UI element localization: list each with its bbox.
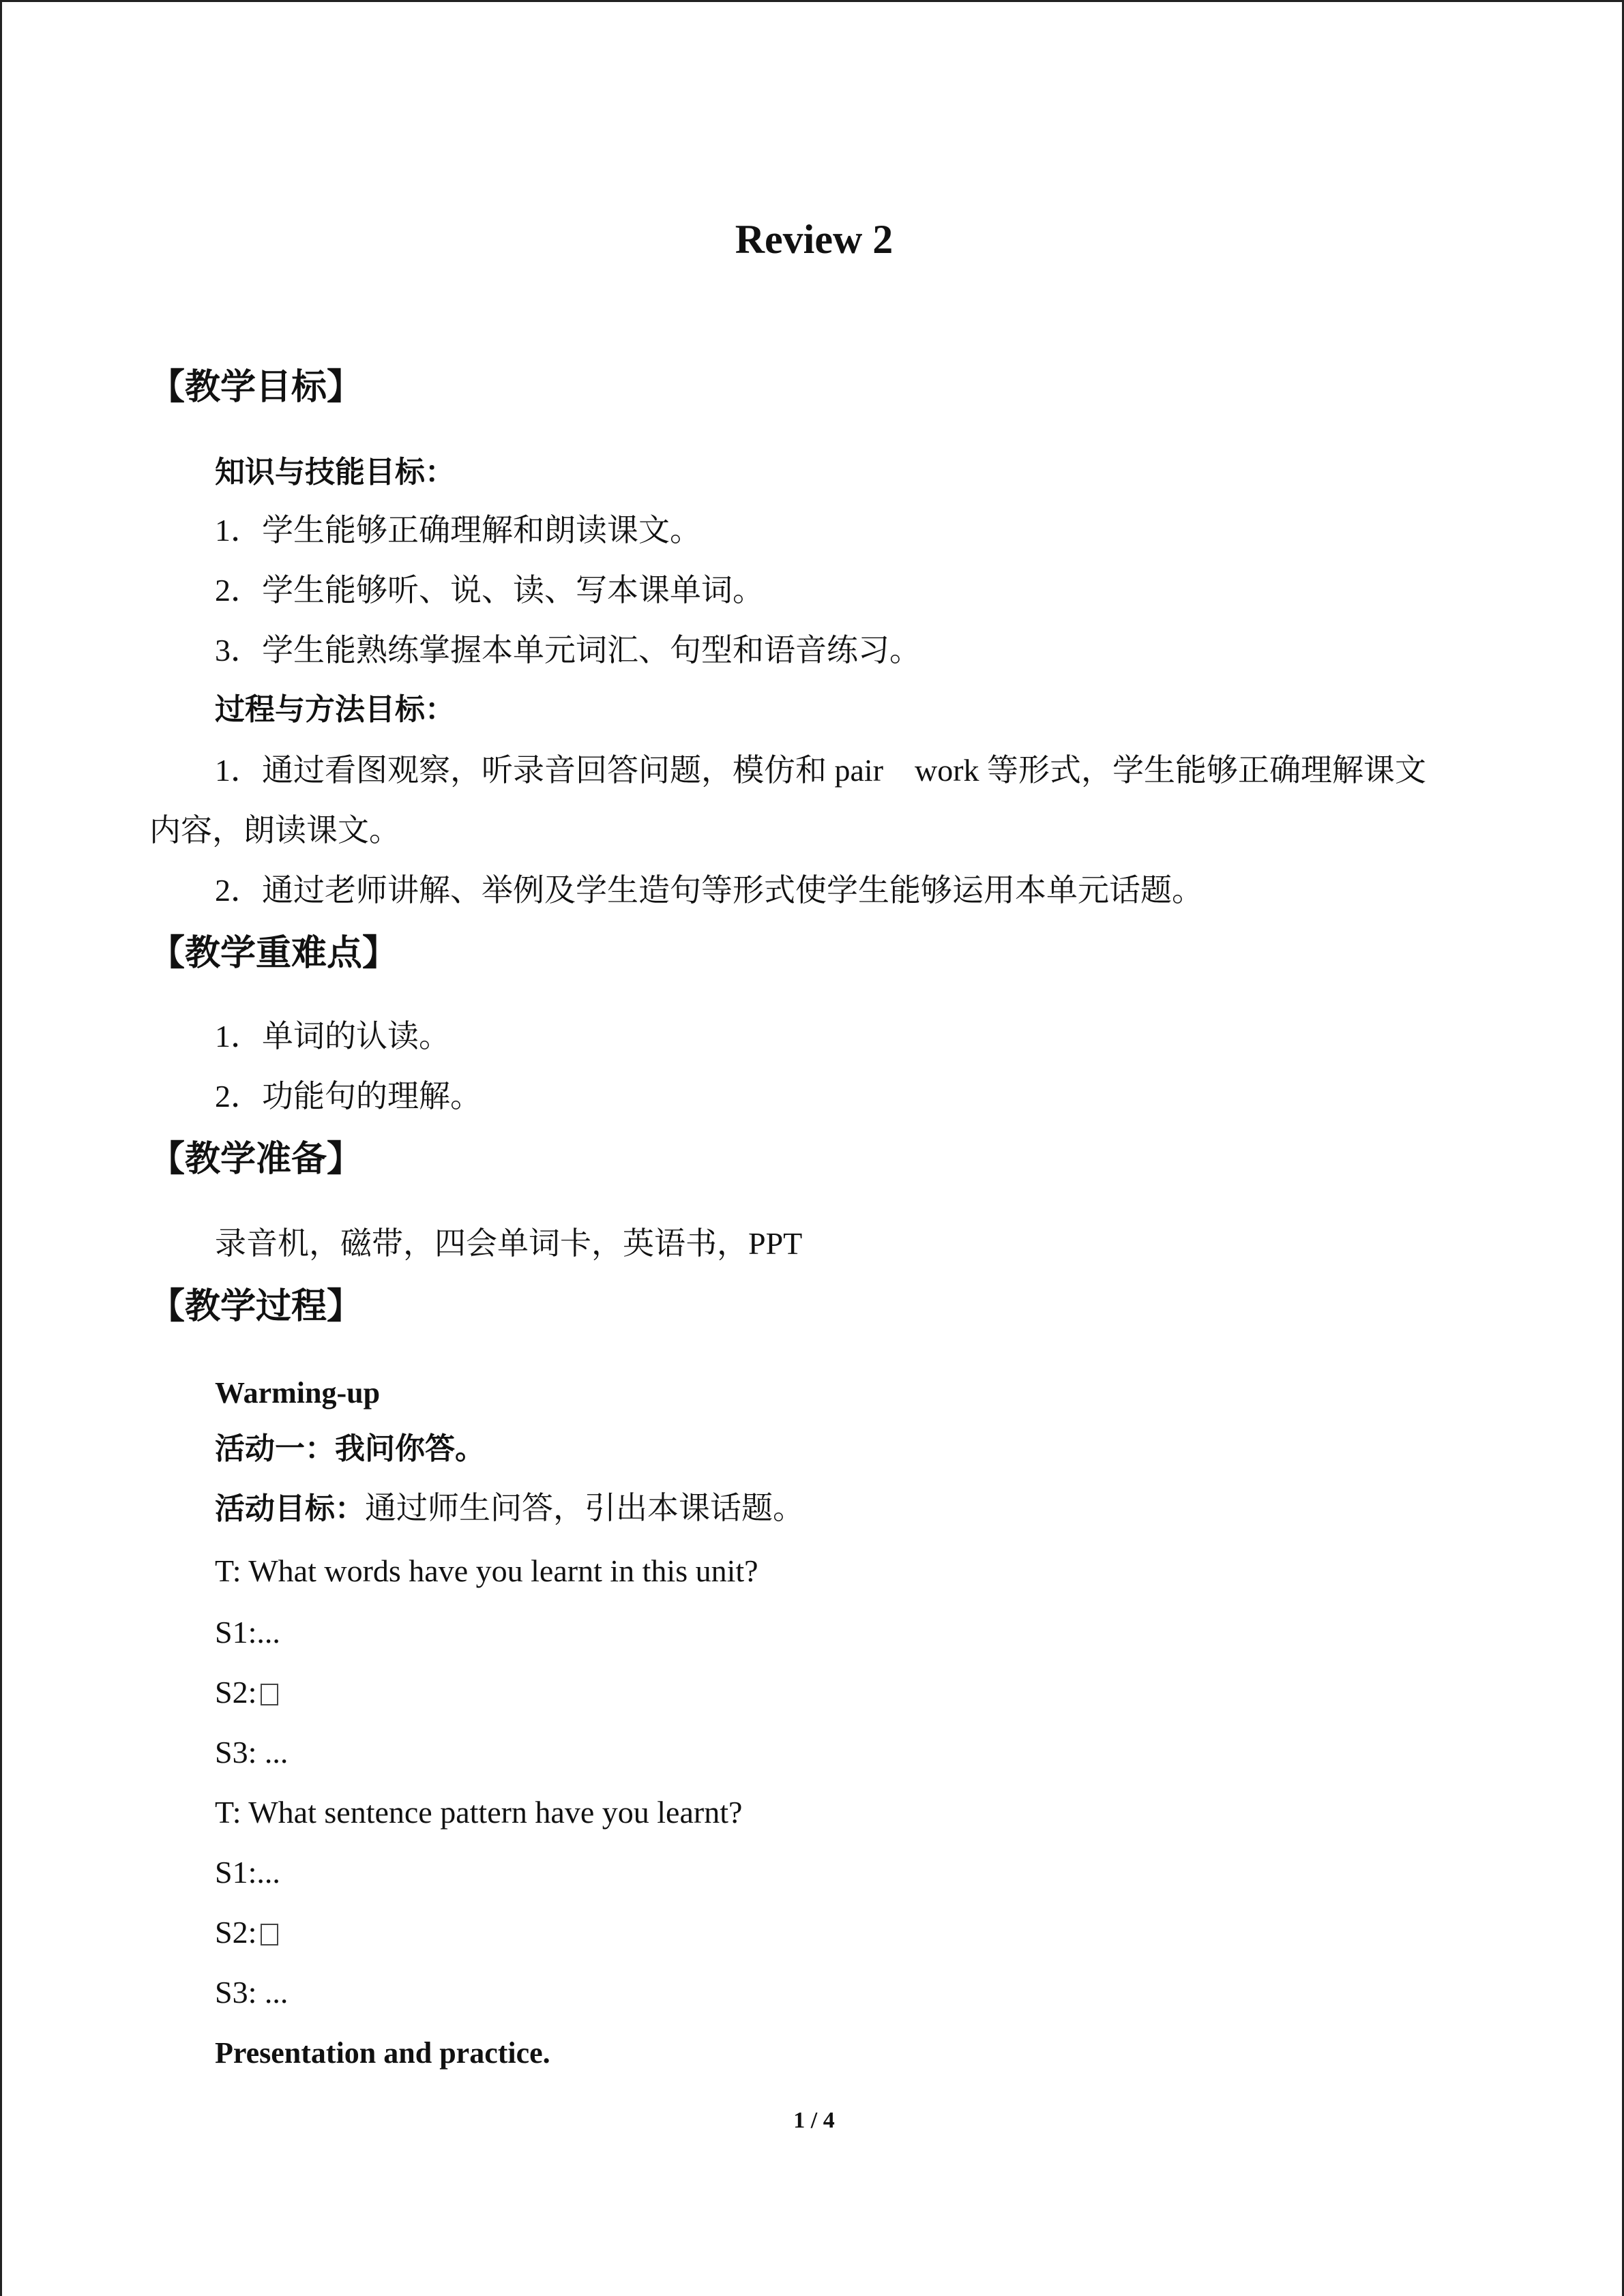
key-point-item: 2．功能句的理解。 <box>215 1079 482 1114</box>
page-number: 1 / 4 <box>793 2108 835 2133</box>
knowledge-skills-label: 知识与技能目标： <box>215 456 455 489</box>
knowledge-item: 1．学生能够正确理解和朗读课文。 <box>215 513 701 548</box>
activity-title: 活动一：我问你答。 <box>215 1432 485 1465</box>
dialogue-student-line <box>215 1917 278 1948</box>
presentation-label: Presentation and practice. <box>215 2036 550 2070</box>
process-method-label: 过程与方法目标： <box>215 693 455 726</box>
dialogue-student-line: S3: ... <box>215 1975 289 2010</box>
process-item: 1．通过看图观察，听录音回答问题，模仿和 pair work 等形式，学生能够正确理解课文 <box>215 753 1427 788</box>
section-heading-objectives: 【教学目标】 <box>149 368 363 407</box>
knowledge-item: 2．学生能够听、说、读、写本课单词。 <box>215 573 764 608</box>
preparation-text: 录音机，磁带，四会单词卡，英语书，PPT <box>215 1226 803 1261</box>
activity-goal-label: 活动目标： <box>215 1492 365 1525</box>
process-item: 2．通过老师讲解、举例及学生造句等形式使学生能够运用本单元话题。 <box>215 873 1203 908</box>
document-title: Review 2 <box>735 217 894 262</box>
warming-up-label: Warming-up <box>215 1376 381 1410</box>
dialogue-teacher-line: T: What sentence pattern have you learnt? <box>215 1795 743 1830</box>
dialogue-student-line <box>215 1677 278 1708</box>
key-point-item: 1．单词的认读。 <box>215 1019 450 1054</box>
section-heading-process: 【教学过程】 <box>149 1287 363 1326</box>
dialogue-student-label: S2: <box>215 1915 257 1950</box>
dialogue-student-label: S2: <box>215 1675 257 1710</box>
activity-goal <box>215 1493 804 1524</box>
dialogue-teacher-line: T: What words have you learnt in this unit? <box>215 1553 758 1588</box>
activity-goal-text: 通过师生问答，引出本课话题。 <box>365 1491 804 1525</box>
section-heading-preparation: 【教学准备】 <box>149 1140 363 1179</box>
missing-glyph-box <box>261 1684 278 1705</box>
missing-glyph-box <box>261 1924 278 1945</box>
section-heading-key-points: 【教学重难点】 <box>149 934 398 973</box>
process-item-continuation: 内容，朗读课文。 <box>149 813 400 848</box>
dialogue-student-line: S3: ... <box>215 1735 289 1770</box>
dialogue-student-line: S1:... <box>215 1855 280 1890</box>
dialogue-student-line: S1:... <box>215 1615 280 1650</box>
knowledge-item: 3．学生能熟练掌握本单元词汇、句型和语音练习。 <box>215 633 921 668</box>
